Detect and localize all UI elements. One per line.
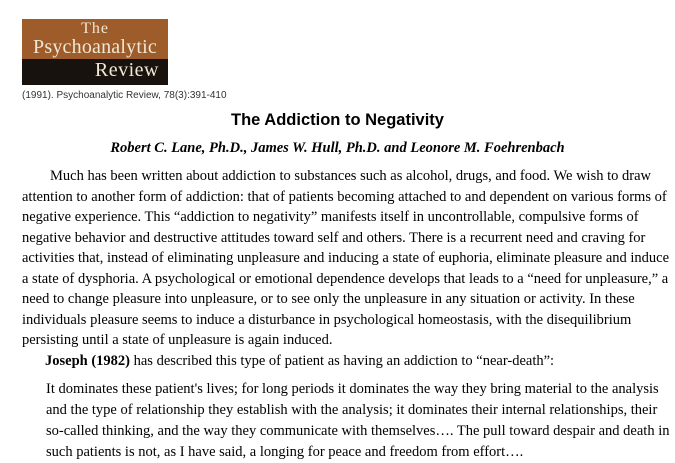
article-page: [0, 19, 675, 461]
intro-paragraph: Much has been written about addiction to substances such as alcohol, drugs, and food. We wish to draw attention to another form of addiction: that of patients becoming attached to and dependent on various forms of negative experience. This “addiction to negativity” manifests itself in uncontrollable, compulsive forms of negative behavior and destructive attitudes toward self and others. There is a recurrent need and craving for activities that, instead of eliminating unpleasure and inducing a state of euphoria, eliminate pleasure and induce a state of dysphoria. A psychological or emotional dependence develops that leads to a “need for unpleasure,” a need to change pleasure into unpleasure, or to see only the unpleasure in any situation or activity. In these individuals pleasure seems to induce a disturbance in psychological homeostasis, with the disequilibrium persisting until a state of unpleasure is again induced.: [22, 168, 670, 348]
joseph-paragraph-text: has described this type of patient as having an addiction to “near-death”:: [130, 352, 555, 369]
journal-logo[interactable]: [22, 19, 168, 85]
logo-word-the: The: [81, 20, 109, 37]
citation-line: (1991). Psychoanalytic Review, 78(3):391-410: [22, 90, 227, 101]
article-title: The Addiction to Negativity: [231, 111, 444, 129]
article-authors: Robert C. Lane, Ph.D., James W. Hull, Ph.D. and Leonore M. Foehrenbach: [110, 140, 565, 156]
joseph-paragraph: [22, 351, 672, 372]
logo-word-psychoanalytic: Psychoanalytic: [33, 36, 157, 58]
logo-word-review: Review: [94, 59, 159, 81]
block-quote: It dominates these patient's lives; for long periods it dominates the way they bring material to the analysis and the type of relationship they establish with the analysis; it dominates their internal relationships, their so-called thinking, and the way they communicate with themselves…. The pull toward despair and death in such patients is not, as I have said, a longing for peace and freedom from effort….: [46, 381, 670, 460]
joseph-citation-ref[interactable]: Joseph (1982): [45, 352, 130, 369]
